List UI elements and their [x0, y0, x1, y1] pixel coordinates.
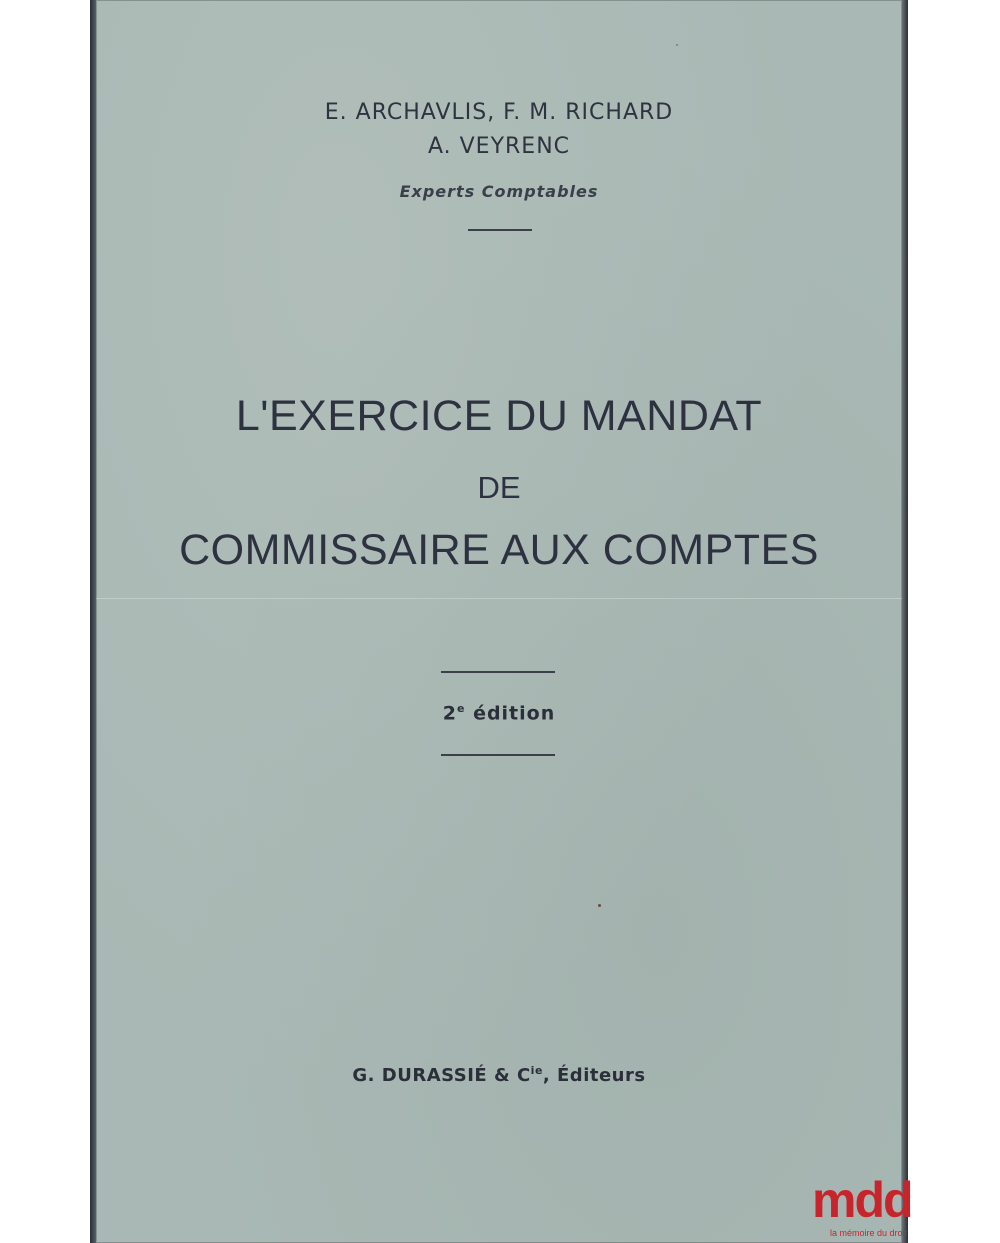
publisher-sup: ie	[530, 1064, 543, 1077]
cover-crease	[96, 598, 902, 599]
publisher-main: G. DURASSIÉ & C	[352, 1065, 531, 1086]
publisher-label	[96, 1064, 902, 1086]
edition-number: 2	[442, 702, 457, 725]
divider-top	[468, 229, 532, 231]
edition-word: édition	[473, 702, 556, 725]
title-line-3: COMMISSAIRE AUX COMPTES	[179, 526, 819, 574]
divider-edition-top	[441, 671, 555, 673]
divider-edition-bottom	[441, 754, 555, 756]
watermark-logo-text: mdd	[812, 1172, 912, 1228]
edition-label	[96, 702, 902, 724]
watermark-tagline: la mémoire du droit	[829, 1228, 907, 1238]
title-line-2: DE	[477, 470, 521, 505]
paper-speck	[676, 44, 678, 46]
authors-role: Experts Comptables	[399, 182, 599, 201]
title-line-1: L'EXERCICE DU MANDAT	[235, 392, 763, 440]
publisher-end: , Éditeurs	[542, 1065, 646, 1086]
authors-line-1: E. ARCHAVLIS, F. M. RICHARD	[324, 100, 674, 125]
authors-line-2: A. VEYRENC	[427, 134, 571, 159]
paper-speck	[598, 904, 601, 907]
book-edge-right	[902, 0, 908, 1243]
edition-suffix: e	[456, 702, 466, 715]
book-cover	[96, 0, 902, 1243]
watermark-logo	[812, 1172, 912, 1240]
